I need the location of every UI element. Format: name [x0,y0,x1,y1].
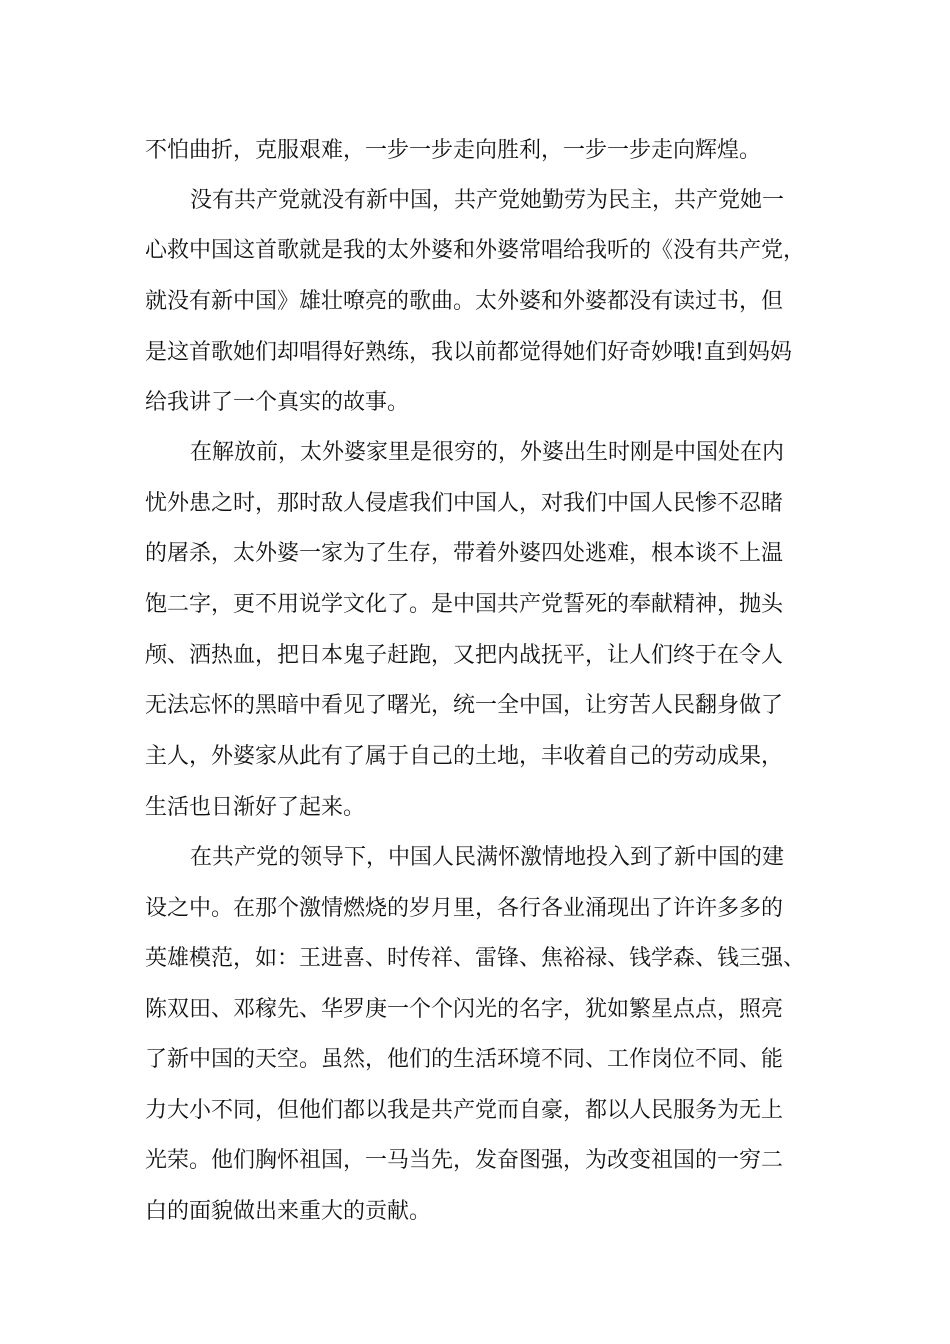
text-line: 英雄模范，如：王进喜、时传祥、雷锋、焦裕禄、钱学森、钱三强、 [145,946,806,971]
text-line: 是这首歌她们却唱得好熟练，我以前都觉得她们好奇妙哦!直到妈妈 [145,340,792,365]
text-line: 设之中。在那个激情燃烧的岁月里，各行各业涌现出了许许多多的 [145,896,784,921]
text-line: 心救中国这首歌就是我的太外婆和外婆常唱给我听的《没有共产党， [145,238,806,263]
text-line: 光荣。他们胸怀祖国，一马当先，发奋图强，为改变祖国的一穷二 [145,1148,784,1173]
text-line: 没有共产党就没有新中国，共产党她勤劳为民主，共产党她一 [190,188,785,213]
text-line: 不怕曲折，克服艰难，一步一步走向胜利，一步一步走向辉煌。 [145,138,762,163]
text-line: 了新中国的天空。虽然，他们的生活环境不同、工作岗位不同、能 [145,1047,784,1072]
text-line: 无法忘怀的黑暗中看见了曙光，统一全中国，让穷苦人民翻身做了 [145,693,784,718]
text-line: 给我讲了一个真实的故事。 [145,390,410,415]
text-line: 就没有新中国》雄壮嘹亮的歌曲。太外婆和外婆都没有读过书，但 [145,289,784,314]
text-line: 饱二字，更不用说学文化了。是中国共产党誓死的奉献精神，抛头 [145,592,784,617]
text-line: 白的面貌做出来重大的贡献。 [145,1199,432,1224]
text-line: 在共产党的领导下，中国人民满怀激情地投入到了新中国的建 [190,845,785,870]
text-line: 忧外患之时，那时敌人侵虐我们中国人，对我们中国人民惨不忍睹 [145,491,784,516]
text-line: 颅、洒热血，把日本鬼子赶跑，又把内战抚平，让人们终于在令人 [145,643,784,668]
text-line: 主人，外婆家从此有了属于自己的土地，丰收着自己的劳动成果， [145,744,784,769]
text-line: 力大小不同，但他们都以我是共产党而自豪，都以人民服务为无上 [145,1098,784,1123]
text-line: 的屠杀，太外婆一家为了生存，带着外婆四处逃难，根本谈不上温 [145,541,784,566]
text-line: 生活也日渐好了起来。 [145,795,366,820]
text-line: 陈双田、邓稼先、华罗庚一个个闪光的名字，犹如繁星点点，照亮 [145,997,784,1022]
text-line: 在解放前，太外婆家里是很穷的，外婆出生时刚是中国处在内 [190,440,785,465]
